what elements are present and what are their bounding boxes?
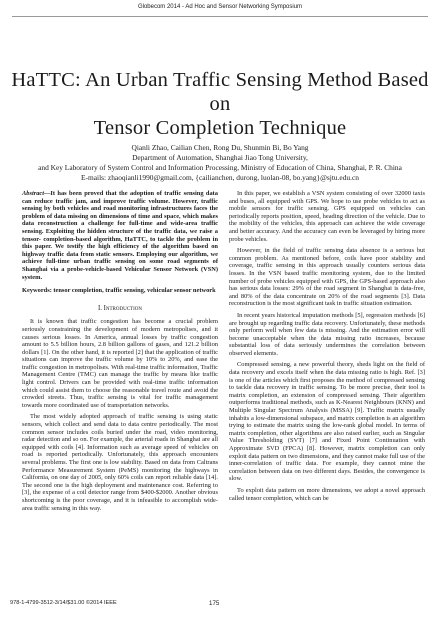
- header-rule: [12, 16, 428, 17]
- abstract-text: —It has been proved that the adoption of traffic sensing data can reduce traffic jam, and improve traffic volume. However, traffic sensing by both vehicles and road monitoring infrastructures faces the problem of data missing on dimensions of time and space, which makes data reconstruction a challenge for full-time and wide-area traffic sensing. Exploiting the hidden structure of the traffic data, we raise a tensor- completion-based algorithm, HaTTC, to tackle the problem in this paper. We testify the high efficiency of the algorithm based on highway traffic data from static sensors. Employing our algorithm, we achieve full-time urban traffic sensing on some road segments of Shanghai via a probe-vehicle-based Vehicular Sensor Network (VSN) system.: [22, 190, 218, 281]
- left-column: [22, 190, 218, 516]
- paragraph: In recent years historical imputation methods [5], regression methods [6] are brought up regarding traffic data recovery. Unfortunately, these methods only perform well when few data is missing. And the estimation error will become unacceptable when the data missing ratio increases, because substantial loss of data seriously undermines the correlation between observed elements.: [229, 311, 425, 357]
- abstract: [22, 190, 218, 281]
- paper-title: [10, 68, 430, 140]
- isbn-notice: 978-1-4799-3512-3/14/$31.00 ©2014 IEEE: [10, 600, 117, 606]
- conference-header: [0, 4, 440, 20]
- paragraph: To exploit data pattern on more dimensions, we adopt a novel approach called tensor completion, which can be: [229, 486, 425, 502]
- right-column: [229, 190, 425, 506]
- title-line-2: Tensor Completion Technique: [93, 117, 347, 139]
- section-heading-introduction: I. Introduction: [97, 304, 143, 312]
- paragraph: However, in the field of traffic sensing data absence is a serious but common problem. As mentioned before, coils have poor stability and coverage, traffic sensing in this approach usually counters serious data losses. In the VSN based traffic monitoring system, due to the limited number of probe vehicles equipped with GPS, the GPS-based approach also has serious data losses: 29% of the road segment in Shanghai is data-free, and 80% of the data concentrate on 20% of the road segments [3]. Data reconstruction is the most significant task in traffic situation estimation.: [229, 247, 425, 308]
- author-names: Qianli Zhao, Cailian Chen, Rong Du, Shunmin Bi, Bo Yang: [131, 143, 309, 152]
- page-number: 175: [209, 600, 220, 607]
- affiliation-2: and Key Laboratory of System Control and Information Processing, Ministry of Education of China, Shanghai, P. R. China: [38, 163, 402, 172]
- paragraph: The most widely adopted approach of traffic sensing is using static sensors, which collect and send data to data centre periodically. The most common sensor includes coils buried under the road, video monitoring, radar detection and so on. For example, the arterial roads in Shanghai are all equipped with coils [4]. Information such as average speed of vehicles on road is reported periodically. Unfortunately, this approach encounters several problems. The first one is low stability. Based on data from Caltrans Performance Measurement System (PeMS) monitoring the highways in California, on one day of 2005, only 60% coils can report reliable data [14]. The second one is the high deployment and maintenance cost. Referring to [3], the expense of a coil detector range from $400-$2000. Another obvious shortcoming is the poor coverage, and it is infeasible to accomplish wide-area traffic sensing in this way.: [22, 413, 218, 512]
- affiliation-1: Department of Automation, Shanghai Jiao Tong University,: [132, 153, 308, 162]
- title-line-1: HaTTC: An Urban Traffic Sensing Method Based on: [11, 69, 429, 115]
- author-block: [10, 143, 430, 183]
- paragraph: Compressed sensing, a new powerful theory, sheds light on the field of data recovery and excels itself when the data missing ratio is high. Ref. [3] is one of the articles which first proposes the method of compressed sensing to tackle data recovery in traffic sensing. To be more precise, their tool is matrix completion, an extension of compressed sensing. Their algorithm outperforms traditional methods, such as K-Nearest Neighbours (KNN) and Multiple Singular Spectrum Analysis (MSSA) [9]. Traffic matrix usually inhabits a low-dimensional subspace, and matrix completion is an algorithm trying to estimate the matrix using the low-rank global model. In terms of matrix completion, other algorithms are also raised earlier, such as Singular Value Thresholding (SVT) [7] and Fixed Point Continuation with Approximate SVD (FPCA) [8]. However, matrix completion can only exploit data pattern on two dimensions, and they cannot make full use of the inner-correlation of traffic data. For example, they cannot mine the correlation between data on two different days. Besides, the convergence is slow.: [229, 361, 425, 483]
- paragraph: In this paper, we establish a VSN system consisting of over 32000 taxis and buses, all equipped with GPS. We hope to use probe vehicles to act as mobile sensors for traffic sensing. GPS equipped on vehicles can periodically reports position, speed, heading direction of the vehicle. Due to the mobility of the vehicles, this approach can achieve the wide coverage and better accuracy. And the accuracy can even be leveraged by hiring more probe vehicles.: [229, 190, 425, 243]
- abstract-label: Abstract: [22, 190, 45, 197]
- keywords: Keywords: tensor completion, traffic sensing, vehicular sensor network: [22, 287, 216, 295]
- conference-name: Globecom 2014 - Ad Hoc and Sensor Networking Symposium: [137, 4, 303, 10]
- author-emails: E-mails: zhaoqianli1990@gmail.com, {cailianchen, durong, luolan-08, bo.yang}@sjtu.edu.cn: [81, 173, 359, 182]
- page-footer: [0, 600, 440, 612]
- paragraph: It is known that traffic congestion has become a crucial problem seriously constraining the development of modern metropolises, and it causes serious losses. In America, annual losses by traffic congestion amount to 5.5 billion hours, 2.8 billion gallons of gases, and 121.2 billion dollars [1]. On the other hand, it is reported [2] that the application of traffic situations can improve the traffic volume by 10% to 20%, and ease the traffic congestion in metropolises. With real-time traffic information, Traffic Management Centre (TMC) can manage the traffic by means like traffic light control. Drivers can be provided with real-time traffic information which could assist them to choose the reasonable travel route and avoid the crowded streets. Thus, traffic sensing is vital for traffic management towards more coordinated use of transportation networks.: [22, 318, 218, 409]
